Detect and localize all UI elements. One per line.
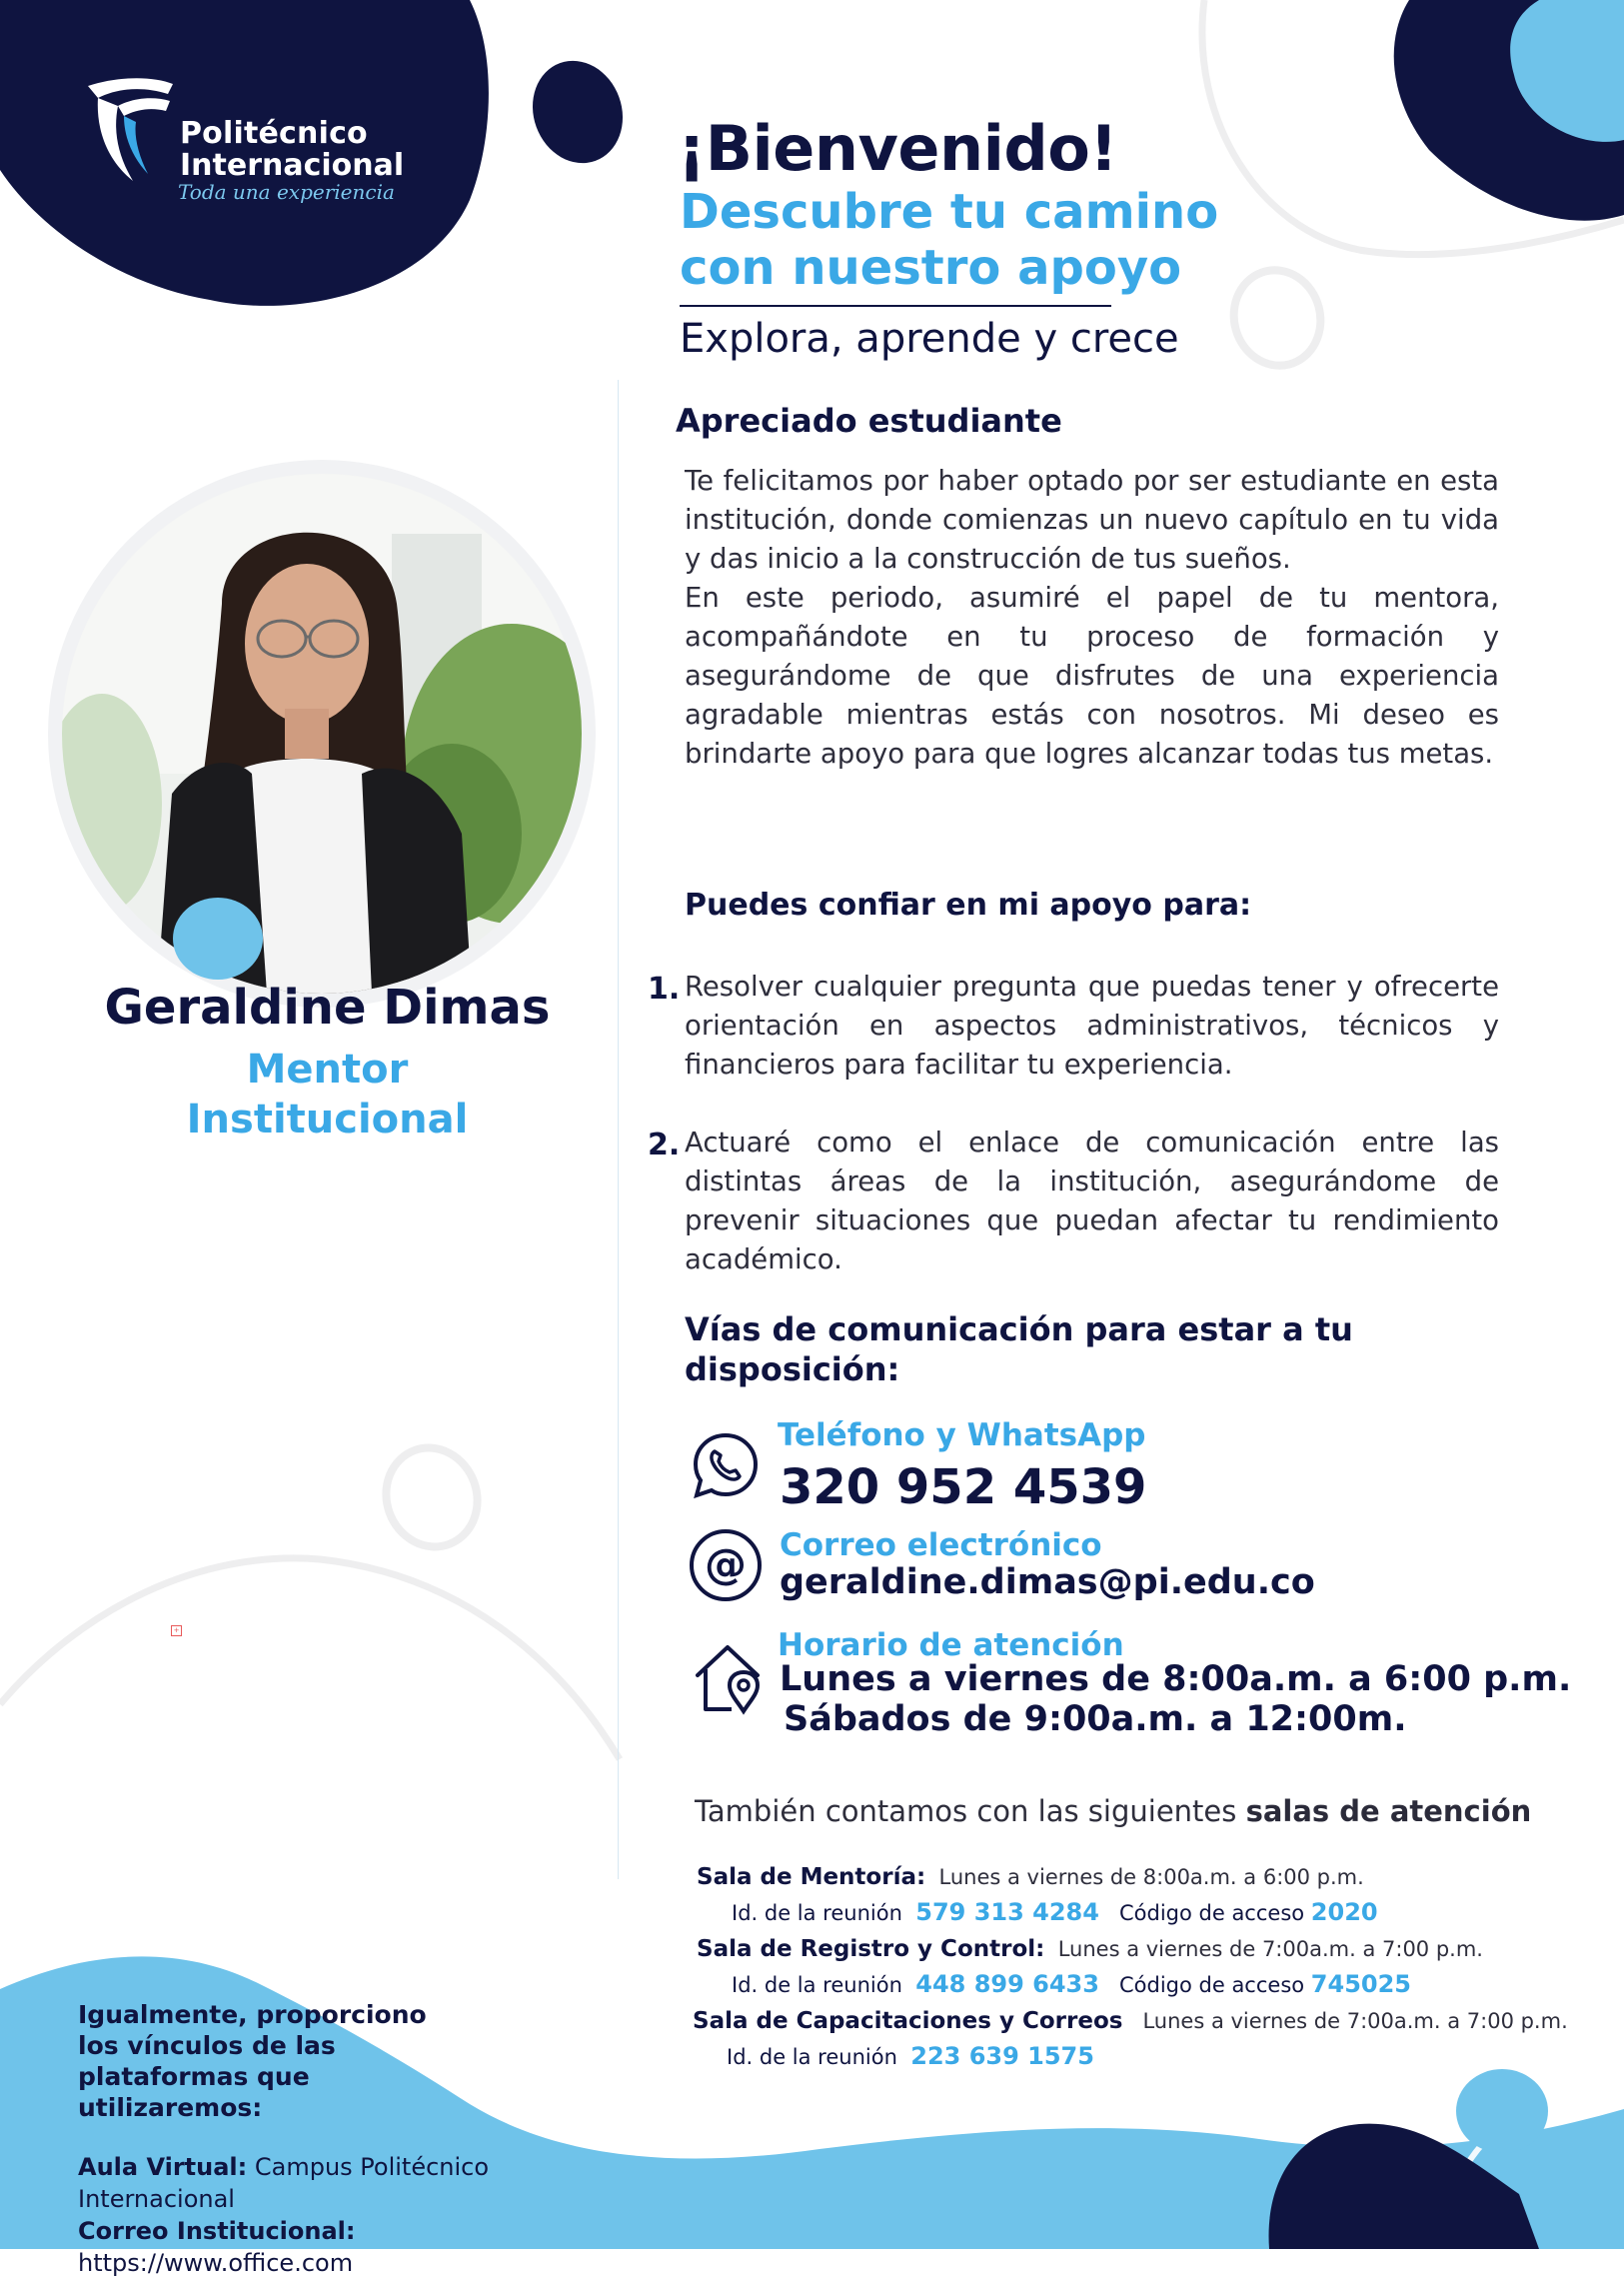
placeholder-mark: + — [171, 1625, 182, 1636]
room-schedule: Lunes a viernes de 7:00a.m. a 7:00 p.m. — [1057, 1937, 1483, 1961]
brand-name-line1: Politécnico — [180, 116, 368, 151]
support-item-number: 2. — [648, 1128, 681, 1162]
bottom-right-circle — [1456, 2069, 1548, 2153]
brand-name-line2: Internacional — [180, 148, 405, 183]
email-label: Correo electrónico — [780, 1527, 1102, 1563]
letter-paragraph-2: En este periodo, asumiré el papel de tu mentora, acompañándote en tu proceso de formación y asegurándome de que disfrutes de una experiencia agradable mientras estás con nosotros. Mi deseo es brindarte apoyo para que logres alcanzar todas tus metas. — [685, 582, 1499, 770]
platforms-list — [78, 2151, 638, 2279]
hours-saturday: Sábados de 9:00a.m. a 12:00m. — [784, 1699, 1407, 1739]
letter-body — [685, 462, 1499, 774]
rooms-intro-bold: salas de atención — [1245, 1794, 1532, 1828]
support-item-number: 1. — [648, 972, 681, 1007]
logo-emblem-icon — [78, 76, 178, 186]
platform-virtual[interactable] — [78, 2151, 638, 2215]
mentor-name: Geraldine Dimas — [104, 980, 551, 1036]
room-registro-access — [732, 1970, 1411, 1998]
room-name: Sala de Mentoría: — [697, 1864, 926, 1890]
column-divider — [618, 380, 619, 1879]
hours-label: Horario de atención — [778, 1627, 1124, 1663]
email-address[interactable]: geraldine.dimas@pi.edu.co — [780, 1562, 1315, 1602]
meeting-id-label: Id. de la reunión — [732, 1901, 902, 1925]
meeting-id[interactable]: 579 313 4284 — [915, 1898, 1099, 1926]
room-mentoria-access — [732, 1898, 1378, 1926]
brand-tagline: Toda una experiencia — [178, 180, 395, 204]
letter-paragraph-1: Te felicitamos por haber optado por ser estudiante en esta institución, donde comienzas un nuevo capítulo en tu vida y das inicio a la construcción de tus sueños. — [685, 465, 1499, 575]
platforms-section — [78, 1999, 638, 2279]
room-name: Sala de Capacitaciones y Correos — [693, 2008, 1123, 2034]
platform-mail-value: https://www.office.com — [78, 2249, 354, 2277]
meeting-id[interactable]: 448 899 6433 — [915, 1970, 1099, 1998]
svg-text:@: @ — [705, 1539, 747, 1588]
platforms-intro: Igualmente, proporciono los vínculos de las plataformas que utilizaremos: — [78, 2000, 427, 2122]
platform-virtual-value: Campus Politécnico Internacional — [78, 2153, 490, 2213]
platform-mail[interactable] — [78, 2215, 638, 2279]
at-icon — [688, 1527, 764, 1603]
access-code[interactable]: 745025 — [1310, 1970, 1411, 1998]
room-name: Sala de Registro y Control: — [697, 1936, 1045, 1962]
photo-accent-dot — [173, 898, 263, 980]
letter-greeting: Apreciado estudiante — [676, 402, 1062, 440]
welcome-subtitle: Descubre tu camino con nuestro apoyo — [680, 184, 1219, 296]
ring-top — [1223, 261, 1331, 376]
support-item-text: Actuaré como el enlace de comunicación entre las distintas áreas de la institución, asegurándome de prevenir situaciones que puedan afectar tu rendimiento académico. — [685, 1127, 1499, 1275]
mentor-role: Mentor Institucional — [186, 1047, 469, 1142]
hours-weekdays: Lunes a viernes de 8:00a.m. a 6:00 p.m. — [780, 1659, 1572, 1699]
navy-drop — [519, 48, 637, 176]
ring-left — [373, 1435, 492, 1560]
room-capacitaciones-access — [727, 2042, 1094, 2070]
room-mentoria — [697, 1864, 1364, 1890]
access-code[interactable]: 2020 — [1310, 1898, 1378, 1926]
support-item-text: Resolver cualquier pregunta que puedas tener y ofrecerte orientación en aspectos administrativos, técnicos y financieros para facilitar tu experiencia. — [685, 971, 1499, 1081]
access-code-label: Código de acceso — [1118, 1901, 1305, 1925]
left-outline-wave — [0, 1558, 620, 1759]
phone-number[interactable]: 320 952 4539 — [780, 1459, 1147, 1515]
meeting-id[interactable]: 223 639 1575 — [910, 2042, 1094, 2070]
brand-logo — [78, 76, 405, 206]
meeting-id-label: Id. de la reunión — [727, 2045, 897, 2069]
phone-label: Teléfono y WhatsApp — [778, 1417, 1146, 1453]
home-location-icon — [692, 1639, 770, 1717]
room-schedule: Lunes a viernes de 8:00a.m. a 6:00 p.m. — [938, 1865, 1364, 1889]
support-title: Puedes confiar en mi apoyo para: — [685, 888, 1252, 923]
welcome-title: ¡Bienvenido! — [678, 112, 1118, 185]
access-code-label: Código de acceso — [1118, 1973, 1305, 1997]
room-schedule: Lunes a viernes de 7:00a.m. a 7:00 p.m. — [1142, 2009, 1568, 2033]
platform-mail-label: Correo Institucional: — [78, 2217, 356, 2245]
platform-virtual-label: Aula Virtual: — [78, 2153, 248, 2181]
rooms-intro-text: También contamos con las siguientes — [695, 1794, 1246, 1828]
mentor-photo — [62, 474, 582, 994]
room-registro — [697, 1936, 1483, 1962]
rooms-intro — [695, 1794, 1531, 1828]
room-capacitaciones — [693, 2008, 1568, 2034]
title-divider — [680, 305, 1111, 307]
whatsapp-icon — [690, 1429, 762, 1501]
contact-title: Vías de comunicación para estar a tu disposición: — [685, 1310, 1353, 1388]
welcome-tagline: Explora, aprende y crece — [680, 316, 1179, 362]
meeting-id-label: Id. de la reunión — [732, 1973, 902, 1997]
